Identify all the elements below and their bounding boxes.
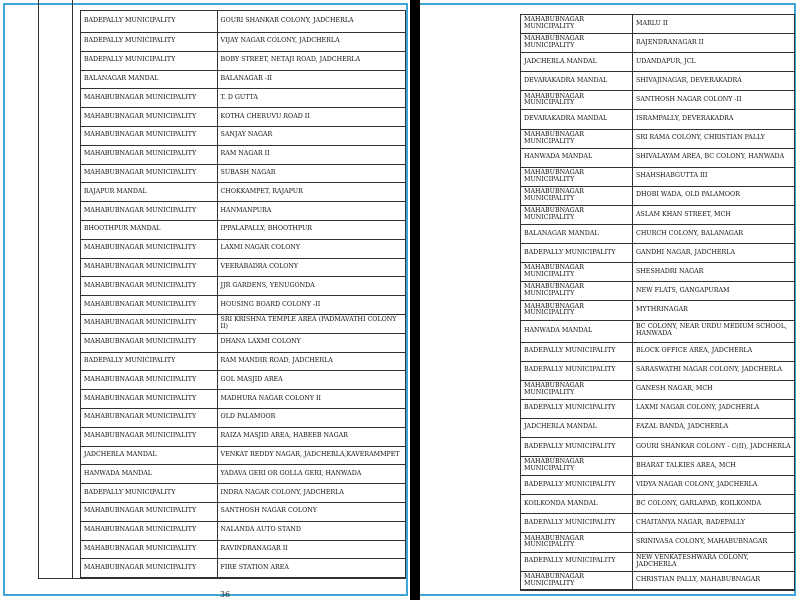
authority-cell: MAHABUBNAGAR MUNICIPALITY xyxy=(521,263,633,282)
table-row xyxy=(521,129,795,148)
empty-cell xyxy=(39,296,81,315)
location-cell: SRI KRISHNA TEMPLE AREA (PADMAVATHI COLONY II) xyxy=(217,314,405,333)
table-row xyxy=(39,220,406,239)
location-cell: LAXMI NAGAR COLONY, JADCHERLA xyxy=(633,399,795,418)
location-cell: RAM NAGAR II xyxy=(217,145,405,164)
authority-cell: MAHABUBNAGAR MUNICIPALITY xyxy=(521,91,633,110)
location-cell: BOBY STREET, NETAJI ROAD, JADCHERLA xyxy=(217,51,405,70)
location-cell: NALANDA AUTO STAND xyxy=(217,521,405,540)
authority-cell: MAHABUBNAGAR MUNICIPALITY xyxy=(521,15,633,34)
table-row xyxy=(521,380,795,399)
table-row xyxy=(39,11,406,33)
authority-cell: MAHABUBNAGAR MUNICIPALITY xyxy=(521,129,633,148)
location-cell: MARLU II xyxy=(633,15,795,34)
table-row xyxy=(521,418,795,437)
left-table-bottom-rule xyxy=(38,578,406,579)
location-cell: BLOCK OFFICE AREA, JADCHERLA xyxy=(633,342,795,361)
location-cell: GOL MASJID AREA xyxy=(217,371,405,390)
empty-cell xyxy=(39,314,81,333)
table-row xyxy=(39,427,406,446)
location-cell: CHURCH COLONY, BALANAGAR xyxy=(633,225,795,244)
empty-cell xyxy=(39,502,81,521)
empty-cell xyxy=(39,277,81,296)
table-row xyxy=(39,258,406,277)
table-row xyxy=(39,145,406,164)
table-row xyxy=(521,186,795,205)
table-row xyxy=(521,571,795,590)
authority-cell: DEVARAKADRA MANDAL xyxy=(521,110,633,129)
empty-cell xyxy=(39,33,81,52)
table-row xyxy=(39,89,406,108)
location-cell: BC COLONY, NEAR URDU MEDIUM SCHOOL, HANWADA xyxy=(633,320,795,342)
location-cell: VEERABADRA COLONY xyxy=(217,258,405,277)
location-cell: SHIVALAYAM AREA, BC COLONY, HANWADA xyxy=(633,148,795,167)
table-row xyxy=(39,390,406,409)
table-row xyxy=(521,244,795,263)
table-row xyxy=(521,495,795,514)
authority-cell: BADEPALLY MUNICIPALITY xyxy=(80,11,217,33)
location-cell: RAIZA MASJID AREA, HABEEB NAGAR xyxy=(217,427,405,446)
table-row xyxy=(521,263,795,282)
location-cell: GOURI SHANKAR COLONY - C(II), JADCHERLA xyxy=(633,437,795,456)
table-row xyxy=(39,446,406,465)
empty-cell xyxy=(39,126,81,145)
location-cell: DHOBI WADA, OLD PALAMOOR xyxy=(633,186,795,205)
authority-cell: MAHABUBNAGAR MUNICIPALITY xyxy=(80,540,217,559)
empty-cell xyxy=(39,70,81,89)
authority-cell: BALANAGAR MANDAL xyxy=(521,225,633,244)
authority-cell: BADEPALLY MUNICIPALITY xyxy=(521,244,633,263)
location-cell: SHESHADRI NAGAR xyxy=(633,263,795,282)
table-row xyxy=(39,352,406,371)
authority-cell: BADEPALLY MUNICIPALITY xyxy=(521,514,633,533)
location-cell: IPPALAPALLY, BHOOTHPUR xyxy=(217,220,405,239)
location-cell: RAM MANDIR ROAD, JADCHERLA xyxy=(217,352,405,371)
empty-cell xyxy=(39,11,81,33)
empty-cell xyxy=(39,164,81,183)
table-row xyxy=(39,239,406,258)
empty-cell xyxy=(39,202,81,221)
authority-cell: MAHABUBNAGAR MUNICIPALITY xyxy=(80,408,217,427)
table-row xyxy=(521,225,795,244)
authority-cell: MAHABUBNAGAR MUNICIPALITY xyxy=(521,533,633,552)
authority-cell: MAHABUBNAGAR MUNICIPALITY xyxy=(80,202,217,221)
location-cell: SHAHSHABGUTTA III xyxy=(633,167,795,186)
table-row xyxy=(39,164,406,183)
authority-cell: JADCHERLA MANDAL xyxy=(80,446,217,465)
authority-cell: MAHABUBNAGAR MUNICIPALITY xyxy=(521,186,633,205)
empty-cell xyxy=(39,89,81,108)
table-row xyxy=(521,342,795,361)
location-cell: VENKAT REDDY NAGAR, JADCHERLA,KAVERAMMPET xyxy=(217,446,405,465)
empty-cell xyxy=(39,540,81,559)
empty-cell xyxy=(39,183,81,202)
authority-cell: MAHABUBNAGAR MUNICIPALITY xyxy=(80,559,217,578)
table-row xyxy=(521,320,795,342)
empty-cell xyxy=(39,559,81,578)
location-cell: FAZAL BANDA, JADCHERLA xyxy=(633,418,795,437)
table-row xyxy=(521,15,795,34)
authority-cell: MAHABUBNAGAR MUNICIPALITY xyxy=(80,390,217,409)
table-row xyxy=(521,72,795,91)
table-row xyxy=(39,484,406,503)
location-cell: SRI RAMA COLONY, CHRISTIAN PALLY xyxy=(633,129,795,148)
location-cell: SARASWATHI NAGAR COLONY, JADCHERLA xyxy=(633,361,795,380)
table-row xyxy=(39,559,406,578)
authority-cell: JADCHERLA MANDAL xyxy=(521,53,633,72)
table-row xyxy=(521,53,795,72)
page-number: 36 xyxy=(219,590,231,599)
table-row xyxy=(39,33,406,52)
location-cell: RAVINDRANAGAR II xyxy=(217,540,405,559)
authority-cell: MAHABUBNAGAR MUNICIPALITY xyxy=(521,301,633,320)
location-cell: ASLAM KHAN STREET, MCH xyxy=(633,205,795,224)
location-cell: SRINIVASA COLONY, MAHABUBNAGAR xyxy=(633,533,795,552)
location-cell: LAXMI NAGAR COLONY xyxy=(217,239,405,258)
empty-cell xyxy=(39,390,81,409)
location-cell: UDANDAPUR, JCL xyxy=(633,53,795,72)
empty-cell xyxy=(39,333,81,352)
authority-cell: HANWADA MANDAL xyxy=(80,465,217,484)
table-row xyxy=(521,148,795,167)
right-table-body xyxy=(521,15,795,591)
table-row xyxy=(521,91,795,110)
empty-cell xyxy=(39,220,81,239)
empty-cell xyxy=(39,145,81,164)
location-cell: CHRISTIAN PALLY, MAHABUBNAGAR xyxy=(633,571,795,590)
location-cell: INDRA NAGAR COLONY, JADCHERLA xyxy=(217,484,405,503)
table-row xyxy=(39,126,406,145)
location-cell: CHAITANYA NAGAR, BADEPALLY xyxy=(633,514,795,533)
authority-cell: MAHABUBNAGAR MUNICIPALITY xyxy=(521,282,633,301)
authority-cell: MAHABUBNAGAR MUNICIPALITY xyxy=(80,239,217,258)
authority-cell: MAHABUBNAGAR MUNICIPALITY xyxy=(80,521,217,540)
page-gutter xyxy=(410,0,420,600)
authority-cell: MAHABUBNAGAR MUNICIPALITY xyxy=(80,145,217,164)
table-row xyxy=(521,476,795,495)
authority-cell: MAHABUBNAGAR MUNICIPALITY xyxy=(80,89,217,108)
left-table xyxy=(38,10,406,578)
location-cell: OLD PALAMOOR xyxy=(217,408,405,427)
location-cell: GOURI SHANKAR COLONY, JADCHERLA xyxy=(217,11,405,33)
authority-cell: DEVARAKADRA MANDAL xyxy=(521,72,633,91)
authority-cell: BADEPALLY MUNICIPALITY xyxy=(521,342,633,361)
table-row xyxy=(521,34,795,53)
table-row xyxy=(521,301,795,320)
empty-cell xyxy=(39,465,81,484)
location-cell: FIRE STATION AREA xyxy=(217,559,405,578)
authority-cell: BADEPALLY MUNICIPALITY xyxy=(521,399,633,418)
location-cell: NEW VENKATESHWARA COLONY, JADCHERLA xyxy=(633,552,795,571)
authority-cell: BHOOTHPUR MANDAL xyxy=(80,220,217,239)
authority-cell: BALANAGAR MANDAL xyxy=(80,70,217,89)
location-cell: GANESH NAGAR, MCH xyxy=(633,380,795,399)
authority-cell: MAHABUBNAGAR MUNICIPALITY xyxy=(521,167,633,186)
location-cell: BHARAT TALKIES AREA, MCH xyxy=(633,457,795,476)
empty-cell xyxy=(39,352,81,371)
location-cell: HANMANPURA xyxy=(217,202,405,221)
authority-cell: HANWADA MANDAL xyxy=(521,320,633,342)
location-cell: BALANAGAR -II xyxy=(217,70,405,89)
location-cell: HOUSING BOARD COLONY -II xyxy=(217,296,405,315)
empty-cell xyxy=(39,108,81,127)
authority-cell: MAHABUBNAGAR MUNICIPALITY xyxy=(80,277,217,296)
location-cell: SANJAY NAGAR xyxy=(217,126,405,145)
location-cell: SHIVAJINAGAR, DEVERAKADRA xyxy=(633,72,795,91)
table-row xyxy=(39,408,406,427)
table-row xyxy=(39,296,406,315)
table-row xyxy=(521,110,795,129)
location-cell: NEW FLATS, GANGAPURAM xyxy=(633,282,795,301)
empty-cell xyxy=(39,239,81,258)
location-cell: CHOKKAMPET, RAJAPUR xyxy=(217,183,405,202)
authority-cell: MAHABUBNAGAR MUNICIPALITY xyxy=(80,427,217,446)
table-row xyxy=(39,51,406,70)
authority-cell: MAHABUBNAGAR MUNICIPALITY xyxy=(80,502,217,521)
authority-cell: MAHABUBNAGAR MUNICIPALITY xyxy=(80,126,217,145)
location-cell: T. D GUTTA xyxy=(217,89,405,108)
empty-cell xyxy=(39,484,81,503)
table-row xyxy=(39,540,406,559)
location-cell: MYTHRINAGAR xyxy=(633,301,795,320)
empty-cell xyxy=(39,408,81,427)
right-table xyxy=(520,14,795,591)
table-row xyxy=(521,167,795,186)
table-row xyxy=(39,70,406,89)
empty-cell xyxy=(39,51,81,70)
table-row xyxy=(521,457,795,476)
location-cell: GANDHI NAGAR, JADCHERLA xyxy=(633,244,795,263)
right-page xyxy=(420,0,800,600)
authority-cell: MAHABUBNAGAR MUNICIPALITY xyxy=(521,380,633,399)
left-table-body xyxy=(39,11,406,578)
location-cell: SUBASH NAGAR xyxy=(217,164,405,183)
location-cell: ISRAMPALLY, DEVERAKADRA xyxy=(633,110,795,129)
location-cell: DHANA LAXMI COLONY xyxy=(217,333,405,352)
authority-cell: RAJAPUR MANDAL xyxy=(80,183,217,202)
authority-cell: MAHABUBNAGAR MUNICIPALITY xyxy=(80,371,217,390)
table-row xyxy=(39,371,406,390)
authority-cell: BADEPALLY MUNICIPALITY xyxy=(80,33,217,52)
empty-cell xyxy=(39,258,81,277)
table-row xyxy=(39,465,406,484)
authority-cell: MAHABUBNAGAR MUNICIPALITY xyxy=(80,296,217,315)
location-cell: SANTHOSH NAGAR COLONY xyxy=(217,502,405,521)
table-row xyxy=(39,521,406,540)
location-cell: RAJENDRANAGAR II xyxy=(633,34,795,53)
authority-cell: BADEPALLY MUNICIPALITY xyxy=(521,552,633,571)
table-row xyxy=(39,333,406,352)
location-cell: SANTHOSH NAGAR COLONY -II xyxy=(633,91,795,110)
location-cell: BC COLONY, GARLAPAD, KOILKONDA xyxy=(633,495,795,514)
table-row xyxy=(521,361,795,380)
authority-cell: MAHABUBNAGAR MUNICIPALITY xyxy=(80,258,217,277)
table-row xyxy=(39,183,406,202)
table-row xyxy=(521,514,795,533)
empty-cell xyxy=(39,371,81,390)
empty-cell xyxy=(39,427,81,446)
authority-cell: MAHABUBNAGAR MUNICIPALITY xyxy=(521,34,633,53)
location-cell: MADHURA NAGAR COLONY II xyxy=(217,390,405,409)
table-row xyxy=(39,202,406,221)
authority-cell: JADCHERLA MANDAL xyxy=(521,418,633,437)
location-cell: KOTHA CHERUVU ROAD II xyxy=(217,108,405,127)
table-row xyxy=(521,399,795,418)
authority-cell: BADEPALLY MUNICIPALITY xyxy=(80,484,217,503)
authority-cell: BADEPALLY MUNICIPALITY xyxy=(80,51,217,70)
table-row xyxy=(39,277,406,296)
table-row xyxy=(521,282,795,301)
authority-cell: MAHABUBNAGAR MUNICIPALITY xyxy=(80,314,217,333)
authority-cell: HANWADA MANDAL xyxy=(521,148,633,167)
authority-cell: MAHABUBNAGAR MUNICIPALITY xyxy=(521,457,633,476)
authority-cell: MAHABUBNAGAR MUNICIPALITY xyxy=(521,571,633,590)
table-row xyxy=(39,108,406,127)
authority-cell: MAHABUBNAGAR MUNICIPALITY xyxy=(80,108,217,127)
authority-cell: MAHABUBNAGAR MUNICIPALITY xyxy=(521,205,633,224)
table-row xyxy=(521,552,795,571)
empty-cell xyxy=(39,521,81,540)
location-cell: VIJAY NAGAR COLONY, JADCHERLA xyxy=(217,33,405,52)
table-row xyxy=(521,437,795,456)
authority-cell: BADEPALLY MUNICIPALITY xyxy=(521,476,633,495)
table-row xyxy=(39,502,406,521)
authority-cell: MAHABUBNAGAR MUNICIPALITY xyxy=(80,164,217,183)
location-cell: JJR GARDENS, YENUGONDA xyxy=(217,277,405,296)
authority-cell: BADEPALLY MUNICIPALITY xyxy=(80,352,217,371)
authority-cell: BADEPALLY MUNICIPALITY xyxy=(521,437,633,456)
table-row xyxy=(521,205,795,224)
empty-cell xyxy=(39,446,81,465)
authority-cell: MAHABUBNAGAR MUNICIPALITY xyxy=(80,333,217,352)
authority-cell: BADEPALLY MUNICIPALITY xyxy=(521,361,633,380)
authority-cell: KOILKONDA MANDAL xyxy=(521,495,633,514)
location-cell: VIDYA NAGAR COLONY, JADCHERLA xyxy=(633,476,795,495)
location-cell: YADAVA GERI OR GOLLA GERI, HANWADA xyxy=(217,465,405,484)
table-row xyxy=(521,533,795,552)
table-row xyxy=(39,314,406,333)
right-table-bottom-rule xyxy=(520,589,794,590)
